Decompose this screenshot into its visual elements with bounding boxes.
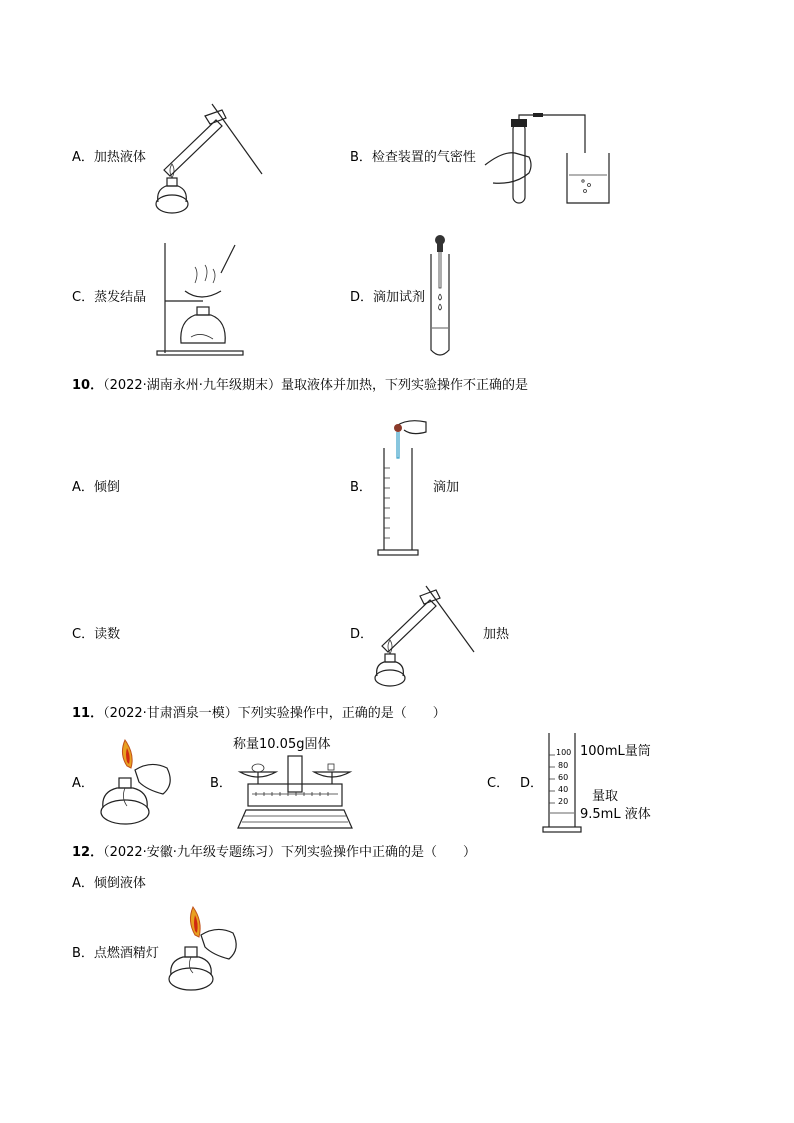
- q11-stem: [72, 706, 446, 722]
- q9-option-c: C．蒸发结晶: [72, 290, 147, 305]
- q10-stem: [72, 378, 528, 394]
- cylinder-tick-40: 40: [558, 785, 569, 794]
- airtightness-check-illustration: [485, 113, 615, 208]
- q12-stem-text: （2022·安徽·九年级专题练习）下列实验操作中正确的是（ ）: [103, 845, 476, 860]
- cylinder-tick-60: 60: [558, 773, 569, 782]
- q10-option-c: C．读数: [72, 627, 121, 642]
- cylinder-tick-20: 20: [558, 797, 569, 806]
- q10-option-d-caption: 加热: [483, 627, 510, 642]
- q11-option-b-caption: 称量10.05g固体: [233, 737, 331, 752]
- q11-option-d-caption-bot: 9.5mL 液体: [580, 807, 651, 822]
- q10-option-d: D．: [350, 627, 374, 642]
- q10-option-b: B．: [350, 480, 372, 495]
- q10-number: 10．: [72, 378, 104, 393]
- q9-option-d: D．滴加试剂: [350, 290, 426, 305]
- q9-option-b: B．检查装置的气密性: [350, 150, 476, 165]
- q12-option-b: B．点燃酒精灯: [72, 946, 159, 961]
- q11-option-d-caption-mid: 量取: [592, 789, 619, 804]
- q11-number: 11．: [72, 706, 104, 721]
- lighting-alcohol-lamp-with-lamp-illustration: [95, 740, 185, 830]
- q10-option-b-caption: 滴加: [433, 480, 460, 495]
- q11-option-d-caption-top: 100mL量筒: [580, 744, 651, 759]
- q9-option-a: A．加热液体: [72, 150, 146, 165]
- q10-option-a: A．倾倒: [72, 480, 120, 495]
- q11-stem-text: （2022·甘肃酒泉一模）下列实验操作中，正确的是（ ）: [103, 706, 446, 721]
- dropper-test-tube-illustration: [425, 234, 455, 359]
- q11-option-a: A．: [72, 776, 94, 791]
- q12-option-a: A．倾倒液体: [72, 876, 146, 891]
- lighting-alcohol-lamp-illustration: [163, 905, 248, 995]
- heating-test-tube-illustration-2: [370, 580, 480, 690]
- balance-scale-illustration: [238, 752, 353, 832]
- q11-option-c: C．: [487, 776, 510, 791]
- dropping-into-cylinder-illustration: [378, 418, 428, 558]
- q11-option-d: D．: [520, 776, 544, 791]
- cylinder-tick-100: 100: [556, 748, 572, 757]
- q12-number: 12．: [72, 845, 104, 860]
- evaporation-illustration: [155, 243, 245, 358]
- cylinder-tick-80: 80: [558, 761, 569, 770]
- q11-option-b: B．: [210, 776, 232, 791]
- q10-stem-text: （2022·湖南永州·九年级期末）量取液体并加热，下列实验操作不正确的是: [103, 378, 528, 393]
- q12-stem: [72, 845, 476, 861]
- heating-test-tube-illustration: [150, 98, 270, 218]
